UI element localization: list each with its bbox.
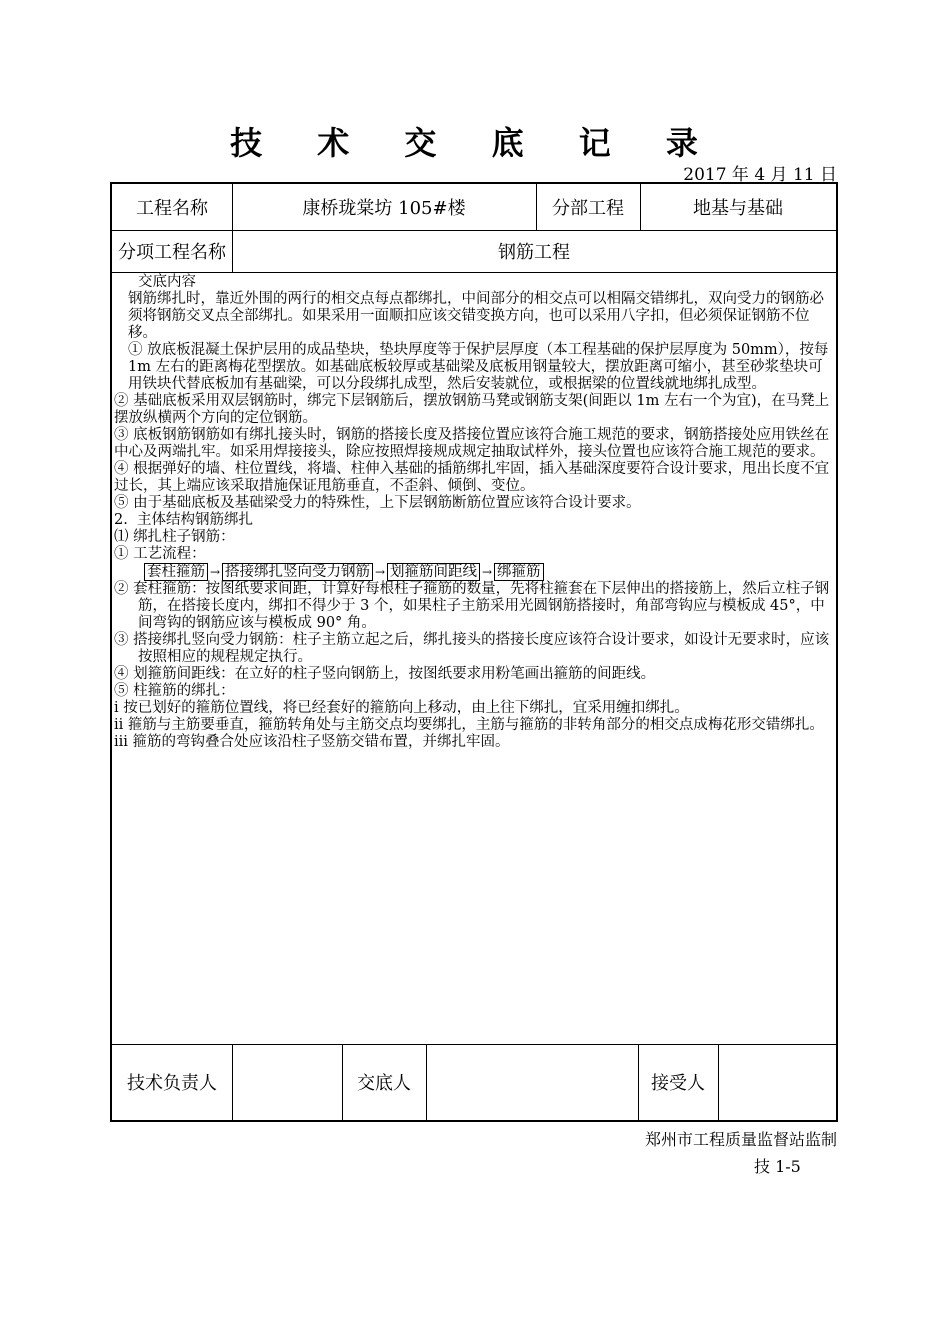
col-divider (536, 184, 537, 230)
page-title: 技 术 交 底 记 录 (230, 124, 720, 162)
flow-arrow-icon: → (481, 564, 493, 579)
content-paragraph: ② 基础底板采用双层钢筋时，绑完下层钢筋后，摆放钢筋马凳或钢筋支架(间距以 1m 左右一个为宜)，在马凳上摆放纵横两个方向的定位钢筋。 (114, 393, 830, 426)
content-paragraph: ⑤ 由于基础底板及基础梁受力的特殊性，上下层钢筋断筋位置应该符合设计要求。 (114, 495, 641, 511)
flow-arrow-icon: → (374, 564, 386, 579)
tech-lead-signature[interactable] (232, 1044, 342, 1120)
step-paragraph: ② 套柱箍筋：按图纸要求间距，计算好每根柱子箍筋的数量，先将柱箍套在下层伸出的搭接筋上，然后立柱子钢筋，在搭接长度内，绑扣不得少于 3 个，如果柱子主筋采用光圆钢筋搭接时，角部弯钩应与模板成 45°，中间弯钩的钢筋应该与模板成 90° 角。 (114, 581, 830, 631)
process-heading: ① 工艺流程： (114, 546, 206, 562)
step-paragraph: ③ 搭接绑扎竖向受力钢筋：柱子主筋立起之后，绑扎接头的搭接长度应该符合设计要求，如设计无要求时，应该按照相应的规程规定执行。 (114, 632, 830, 665)
supervisor-note: 郑州市工程质量监督站监制 (644, 1130, 837, 1149)
disclosure-content (114, 274, 836, 751)
division-label: 分部工程 (552, 198, 624, 219)
content-paragraph: 钢筋绑扎时，靠近外围的两行的相交点每点都绑扎，中间部分的相交点可以相隔交错绑扎，双向受力的钢筋必须将钢筋交叉点全部绑扎。如果采用一面顺扣应该交错变换方向，也可以采用八字扣，但必须保证钢筋不位移。 (128, 291, 824, 341)
flow-step: 套柱箍筋 (144, 563, 208, 581)
receiver-signature[interactable] (718, 1044, 836, 1120)
content-heading: 交底内容 (138, 274, 196, 290)
discloser-label: 交底人 (357, 1073, 411, 1094)
content-paragraph: ③ 底板钢筋钢筋如有绑扎接头时，钢筋的搭接长度及搭接位置应该符合施工规范的要求，钢筋搭接处应用铁丝在中心及两端扎牢。如采用焊接接头，除应按照焊接规成规定抽取试样外，接头位置也应该符合施工规范的要求。 (114, 427, 830, 460)
form-code: 技 1-5 (754, 1157, 801, 1176)
step-paragraph: ⅲ 箍筋的弯钩叠合处应该沿柱子竖筋交错布置，并绑扎牢固。 (114, 734, 510, 750)
tech-lead-label: 技术负责人 (127, 1073, 217, 1094)
col-divider (640, 184, 641, 230)
section-heading: 2. 主体结构钢筋绑扎 (114, 512, 254, 528)
flow-step: 搭接绑扎竖向受力钢筋 (222, 563, 373, 581)
record-table (110, 182, 838, 1122)
row-divider (112, 272, 836, 273)
discloser-signature[interactable] (426, 1044, 638, 1120)
row-divider (112, 230, 836, 231)
subitem-label: 分项工程名称 (118, 242, 226, 263)
subsection-heading: ⑴ 绑扎柱子钢筋： (114, 529, 235, 545)
flow-step: 绑箍筋 (494, 563, 544, 581)
step-paragraph: ⑤ 柱箍筋的绑扎： (114, 683, 235, 699)
subitem-value: 钢筋工程 (498, 242, 570, 263)
flow-arrow-icon: → (209, 564, 221, 579)
record-date: 2017 年 4 月 11 日 (683, 165, 837, 185)
division-value: 地基与基础 (693, 198, 783, 219)
flow-step: 划箍筋间距线 (387, 563, 480, 581)
receiver-label: 接受人 (651, 1073, 705, 1094)
content-paragraph: ④ 根据弹好的墙、柱位置线，将墙、柱伸入基础的插筋绑扎牢固，插入基础深度要符合设计要求，甩出长度不宜过长，其上端应该采取措施保证甩筋垂直，不歪斜、倾倒、变位。 (114, 461, 830, 494)
project-name-label: 工程名称 (136, 198, 208, 219)
content-paragraph: ① 放底板混凝土保护层用的成品垫块，垫块厚度等于保护层厚度（本工程基础的保护层厚度为 50mm），按每 1m 左右的距离梅花型摆放。如基础底板较厚或基础梁及底板用钢量较大，摆放距离可缩小，甚至砂浆垫块可用铁块代替底板加有基础梁，可以分段绑扎成型，然后安装就位，或根据梁的位置线就地绑扎成型。 (128, 342, 834, 392)
step-paragraph: ⅰ 按已划好的箍筋位置线，将已经套好的箍筋向上移动，由上往下绑扎，宜采用缠扣绑扎。 (114, 700, 689, 716)
col-divider (232, 184, 233, 272)
project-name-value: 康桥珑棠坊 105#楼 (302, 198, 466, 219)
process-flow (114, 563, 836, 581)
step-paragraph: ④ 划箍筋间距线：在立好的柱子竖向钢筋上，按图纸要求用粉笔画出箍筋的间距线。 (114, 666, 656, 682)
step-paragraph: ⅱ 箍筋与主筋要垂直，箍筋转角处与主筋交点均要绑扎，主筋与箍筋的非转角部分的相交点成梅花形交错绑扎。 (114, 717, 824, 733)
